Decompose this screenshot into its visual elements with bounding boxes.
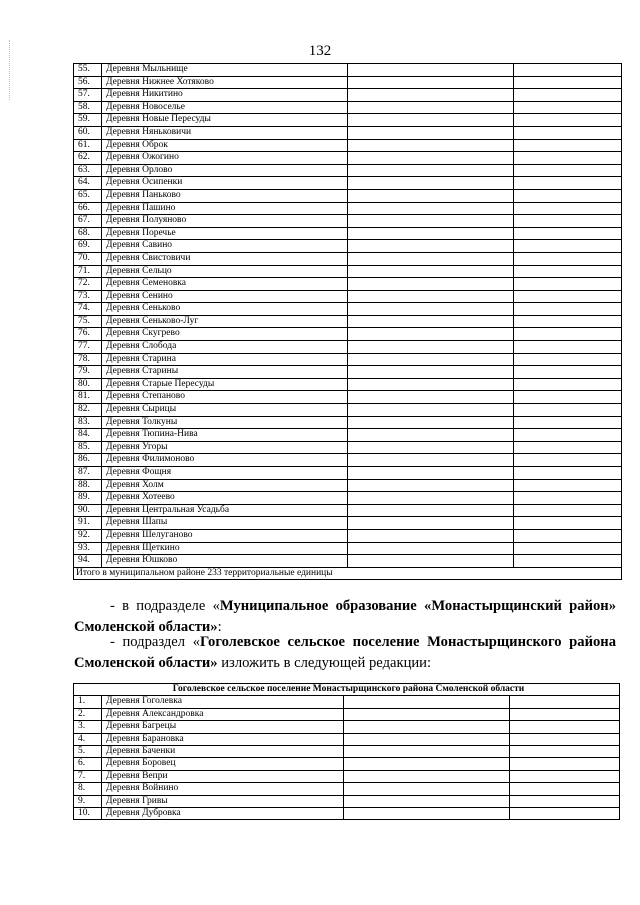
- table-row: [74, 328, 622, 341]
- table-row: [74, 189, 622, 202]
- empty-cell: [514, 328, 622, 341]
- table-row: [74, 758, 620, 770]
- settlement-name: Деревня Шапы: [102, 517, 348, 530]
- table-row: [74, 708, 620, 720]
- empty-cell: [514, 378, 622, 391]
- empty-cell: [514, 416, 622, 429]
- table-row: [74, 152, 622, 165]
- row-number: 94.: [74, 555, 102, 568]
- empty-cell: [514, 64, 622, 77]
- table-row: [74, 555, 622, 568]
- empty-cell: [514, 202, 622, 215]
- table-row: [74, 721, 620, 733]
- settlement-name: Деревня Гривы: [102, 795, 344, 807]
- total-text: Итого в муниципальном районе 233 территориальные единицы: [74, 567, 622, 580]
- empty-cell: [348, 467, 514, 480]
- settlement-name: Деревня Барановка: [102, 733, 344, 745]
- empty-cell: [348, 391, 514, 404]
- row-number: 63.: [74, 164, 102, 177]
- empty-cell: [514, 164, 622, 177]
- empty-cell: [514, 215, 622, 228]
- row-number: 55.: [74, 64, 102, 77]
- empty-cell: [344, 746, 510, 758]
- empty-cell: [348, 416, 514, 429]
- table-row: [74, 746, 620, 758]
- empty-cell: [344, 795, 510, 807]
- empty-cell: [348, 126, 514, 139]
- table-row: [74, 378, 622, 391]
- row-number: 80.: [74, 378, 102, 391]
- empty-cell: [514, 467, 622, 480]
- empty-cell: [514, 303, 622, 316]
- empty-cell: [344, 808, 510, 820]
- row-number: 2.: [74, 708, 102, 720]
- table-row: [74, 529, 622, 542]
- table-row: [74, 366, 622, 379]
- empty-cell: [344, 721, 510, 733]
- empty-cell: [514, 126, 622, 139]
- paragraph-bold-title: Муниципальное образование «Монастырщинский район» Смоленской области»: [74, 598, 616, 635]
- settlement-name: Деревня Поречье: [102, 227, 348, 240]
- empty-cell: [348, 202, 514, 215]
- empty-cell: [514, 441, 622, 454]
- empty-cell: [514, 391, 622, 404]
- paragraph-prefix: - в подразделе «: [110, 598, 220, 614]
- settlement-name: Деревня Старые Пересуды: [102, 378, 348, 391]
- empty-cell: [348, 265, 514, 278]
- empty-cell: [514, 139, 622, 152]
- table-row: [74, 492, 622, 505]
- table-row: [74, 227, 622, 240]
- table-row: [74, 429, 622, 442]
- empty-cell: [348, 492, 514, 505]
- empty-cell: [348, 278, 514, 291]
- settlement-name: Деревня Хотеево: [102, 492, 348, 505]
- empty-cell: [348, 76, 514, 89]
- empty-cell: [348, 555, 514, 568]
- empty-cell: [348, 366, 514, 379]
- table-row: [74, 101, 622, 114]
- table-row: [74, 89, 622, 102]
- table-row: [74, 454, 622, 467]
- empty-cell: [348, 290, 514, 303]
- row-number: 84.: [74, 429, 102, 442]
- empty-cell: [514, 278, 622, 291]
- settlement-name: Деревня Боровец: [102, 758, 344, 770]
- empty-cell: [348, 152, 514, 165]
- settlement-name: Деревня Дубровка: [102, 808, 344, 820]
- empty-cell: [344, 696, 510, 708]
- empty-cell: [510, 746, 620, 758]
- table-row: [74, 290, 622, 303]
- empty-cell: [348, 429, 514, 442]
- row-number: 58.: [74, 101, 102, 114]
- empty-cell: [510, 733, 620, 745]
- empty-cell: [514, 555, 622, 568]
- empty-cell: [514, 240, 622, 253]
- row-number: 71.: [74, 265, 102, 278]
- settlement-name: Деревня Филимоново: [102, 454, 348, 467]
- table-row: [74, 795, 620, 807]
- table-row: [74, 215, 622, 228]
- empty-cell: [344, 758, 510, 770]
- empty-cell: [344, 733, 510, 745]
- settlement-name: Деревня Ожогино: [102, 152, 348, 165]
- empty-cell: [510, 758, 620, 770]
- table-row: [74, 76, 622, 89]
- settlement-name: Деревня Новые Пересуды: [102, 114, 348, 127]
- empty-cell: [514, 517, 622, 530]
- table-row: [74, 696, 620, 708]
- settlement-name: Деревня Сеньково-Луг: [102, 315, 348, 328]
- table-header-row: [74, 684, 620, 696]
- empty-cell: [348, 542, 514, 555]
- table-row: [74, 404, 622, 417]
- empty-cell: [510, 696, 620, 708]
- row-number: 9.: [74, 795, 102, 807]
- table-row: [74, 315, 622, 328]
- table-row: [74, 278, 622, 291]
- empty-cell: [348, 252, 514, 265]
- row-number: 77.: [74, 341, 102, 354]
- row-number: 8.: [74, 783, 102, 795]
- row-number: 92.: [74, 529, 102, 542]
- paragraph-bold-title: Гоголевское сельское поселение Монастырщинского района Смоленской области»: [74, 634, 616, 671]
- empty-cell: [514, 479, 622, 492]
- empty-cell: [344, 708, 510, 720]
- table-row: [74, 114, 622, 127]
- empty-cell: [348, 189, 514, 202]
- empty-cell: [348, 454, 514, 467]
- gogolevskoe-settlement-table: [73, 683, 620, 820]
- paragraph-prefix: - подраздел «: [110, 634, 201, 650]
- row-number: 4.: [74, 733, 102, 745]
- settlement-name: Деревня Сенино: [102, 290, 348, 303]
- row-number: 6.: [74, 758, 102, 770]
- page-number: 132: [308, 43, 332, 59]
- empty-cell: [510, 770, 620, 782]
- row-number: 7.: [74, 770, 102, 782]
- empty-cell: [514, 101, 622, 114]
- empty-cell: [514, 492, 622, 505]
- empty-cell: [514, 529, 622, 542]
- empty-cell: [344, 770, 510, 782]
- table-row: [74, 353, 622, 366]
- settlement-name: Деревня Тюпина-Нива: [102, 429, 348, 442]
- table-row: [74, 783, 620, 795]
- row-number: 74.: [74, 303, 102, 316]
- table-row: [74, 517, 622, 530]
- table-row: [74, 303, 622, 316]
- empty-cell: [510, 708, 620, 720]
- empty-cell: [514, 152, 622, 165]
- row-number: 62.: [74, 152, 102, 165]
- table-row: [74, 202, 622, 215]
- empty-cell: [348, 504, 514, 517]
- settlement-name: Деревня Старина: [102, 353, 348, 366]
- paragraph-edit-instruction: [74, 632, 616, 674]
- empty-cell: [514, 504, 622, 517]
- empty-cell: [348, 114, 514, 127]
- row-number: 83.: [74, 416, 102, 429]
- table-row: [74, 441, 622, 454]
- empty-cell: [514, 177, 622, 190]
- empty-cell: [348, 328, 514, 341]
- settlement-name: Деревня Шелуганово: [102, 529, 348, 542]
- settlements-table-continued: [73, 63, 622, 580]
- empty-cell: [514, 341, 622, 354]
- empty-cell: [510, 721, 620, 733]
- settlement-name: Деревня Паньково: [102, 189, 348, 202]
- settlement-name: Деревня Полуяново: [102, 215, 348, 228]
- empty-cell: [348, 177, 514, 190]
- table-row: [74, 733, 620, 745]
- empty-cell: [514, 353, 622, 366]
- settlement-name: Деревня Угоры: [102, 441, 348, 454]
- row-number: 1.: [74, 696, 102, 708]
- row-number: 60.: [74, 126, 102, 139]
- row-number: 85.: [74, 441, 102, 454]
- settlement-name: Деревня Баченки: [102, 746, 344, 758]
- empty-cell: [348, 64, 514, 77]
- settlement-name: Деревня Никитино: [102, 89, 348, 102]
- settlement-name: Деревня Багрецы: [102, 721, 344, 733]
- settlement-name: Деревня Нижнее Хотяково: [102, 76, 348, 89]
- table-row: [74, 542, 622, 555]
- settlement-name: Деревня Няньковичи: [102, 126, 348, 139]
- settlement-name: Деревня Александровка: [102, 708, 344, 720]
- table-row: [74, 240, 622, 253]
- settlement-name: Деревня Центральная Усадьба: [102, 504, 348, 517]
- table-row: [74, 252, 622, 265]
- row-number: 75.: [74, 315, 102, 328]
- settlement-name: Деревня Юшково: [102, 555, 348, 568]
- empty-cell: [348, 315, 514, 328]
- settlement-name: Деревня Войнино: [102, 783, 344, 795]
- empty-cell: [514, 76, 622, 89]
- settlement-name: Деревня Холм: [102, 479, 348, 492]
- table-header: Гоголевское сельское поселение Монастырщинского района Смоленской области: [74, 684, 620, 696]
- empty-cell: [348, 353, 514, 366]
- empty-cell: [514, 404, 622, 417]
- empty-cell: [348, 479, 514, 492]
- empty-cell: [348, 227, 514, 240]
- paragraph-suffix: изложить в следующей редакции:: [217, 655, 432, 671]
- empty-cell: [348, 404, 514, 417]
- empty-cell: [514, 290, 622, 303]
- empty-cell: [348, 517, 514, 530]
- empty-cell: [514, 252, 622, 265]
- row-number: 64.: [74, 177, 102, 190]
- settlement-name: Деревня Степаново: [102, 391, 348, 404]
- row-number: 79.: [74, 366, 102, 379]
- settlement-name: Деревня Сеньково: [102, 303, 348, 316]
- settlement-name: Деревня Новоселье: [102, 101, 348, 114]
- settlement-name: Деревня Оброк: [102, 139, 348, 152]
- row-number: 88.: [74, 479, 102, 492]
- table-row: [74, 341, 622, 354]
- empty-cell: [514, 315, 622, 328]
- empty-cell: [514, 429, 622, 442]
- row-number: 5.: [74, 746, 102, 758]
- row-number: 69.: [74, 240, 102, 253]
- row-number: 61.: [74, 139, 102, 152]
- row-number: 81.: [74, 391, 102, 404]
- table-body: [74, 64, 622, 580]
- row-number: 70.: [74, 252, 102, 265]
- empty-cell: [510, 795, 620, 807]
- table-row: [74, 265, 622, 278]
- row-number: 89.: [74, 492, 102, 505]
- row-number: 76.: [74, 328, 102, 341]
- empty-cell: [514, 227, 622, 240]
- row-number: 72.: [74, 278, 102, 291]
- paragraph-suffix: :: [217, 619, 222, 635]
- empty-cell: [514, 114, 622, 127]
- settlement-name: Деревня Скугрево: [102, 328, 348, 341]
- empty-cell: [514, 366, 622, 379]
- table-row: [74, 467, 622, 480]
- row-number: 67.: [74, 215, 102, 228]
- table-body: [74, 684, 620, 820]
- row-number: 86.: [74, 454, 102, 467]
- table-row: [74, 808, 620, 820]
- row-number: 73.: [74, 290, 102, 303]
- settlement-name: Деревня Сырицы: [102, 404, 348, 417]
- settlement-name: Деревня Слобода: [102, 341, 348, 354]
- settlement-name: Деревня Пашино: [102, 202, 348, 215]
- settlement-name: Деревня Сельцо: [102, 265, 348, 278]
- table-row: [74, 164, 622, 177]
- row-number: 90.: [74, 504, 102, 517]
- empty-cell: [348, 303, 514, 316]
- row-number: 56.: [74, 76, 102, 89]
- settlement-name: Деревня Вепри: [102, 770, 344, 782]
- row-number: 57.: [74, 89, 102, 102]
- settlement-name: Деревня Старины: [102, 366, 348, 379]
- empty-cell: [348, 378, 514, 391]
- settlement-name: Деревня Осипенки: [102, 177, 348, 190]
- empty-cell: [348, 164, 514, 177]
- empty-cell: [348, 101, 514, 114]
- empty-cell: [348, 139, 514, 152]
- settlement-name: Деревня Гоголевка: [102, 696, 344, 708]
- table-row: [74, 479, 622, 492]
- table-row: [74, 391, 622, 404]
- row-number: 66.: [74, 202, 102, 215]
- empty-cell: [348, 215, 514, 228]
- empty-cell: [344, 783, 510, 795]
- settlement-name: Деревня Толкуны: [102, 416, 348, 429]
- empty-cell: [514, 542, 622, 555]
- empty-cell: [514, 454, 622, 467]
- table-row: [74, 177, 622, 190]
- empty-cell: [514, 89, 622, 102]
- table-row: [74, 64, 622, 77]
- empty-cell: [510, 808, 620, 820]
- empty-cell: [348, 341, 514, 354]
- empty-cell: [348, 441, 514, 454]
- row-number: 78.: [74, 353, 102, 366]
- table-row: [74, 416, 622, 429]
- table-row: [74, 504, 622, 517]
- row-number: 65.: [74, 189, 102, 202]
- empty-cell: [348, 240, 514, 253]
- settlement-name: Деревня Орлово: [102, 164, 348, 177]
- empty-cell: [514, 189, 622, 202]
- empty-cell: [348, 89, 514, 102]
- row-number: 93.: [74, 542, 102, 555]
- settlement-name: Деревня Свистовичи: [102, 252, 348, 265]
- row-number: 68.: [74, 227, 102, 240]
- settlement-name: Деревня Савино: [102, 240, 348, 253]
- table-row: [74, 139, 622, 152]
- settlement-name: Деревня Щеткино: [102, 542, 348, 555]
- row-number: 3.: [74, 721, 102, 733]
- table-total-row: [74, 567, 622, 580]
- row-number: 91.: [74, 517, 102, 530]
- row-number: 59.: [74, 114, 102, 127]
- row-number: 10.: [74, 808, 102, 820]
- empty-cell: [514, 265, 622, 278]
- settlement-name: Деревня Мыльнище: [102, 64, 348, 77]
- empty-cell: [510, 783, 620, 795]
- row-number: 87.: [74, 467, 102, 480]
- row-number: 82.: [74, 404, 102, 417]
- settlement-name: Деревня Фощня: [102, 467, 348, 480]
- settlement-name: Деревня Семеновка: [102, 278, 348, 291]
- table-row: [74, 126, 622, 139]
- table-row: [74, 770, 620, 782]
- empty-cell: [348, 529, 514, 542]
